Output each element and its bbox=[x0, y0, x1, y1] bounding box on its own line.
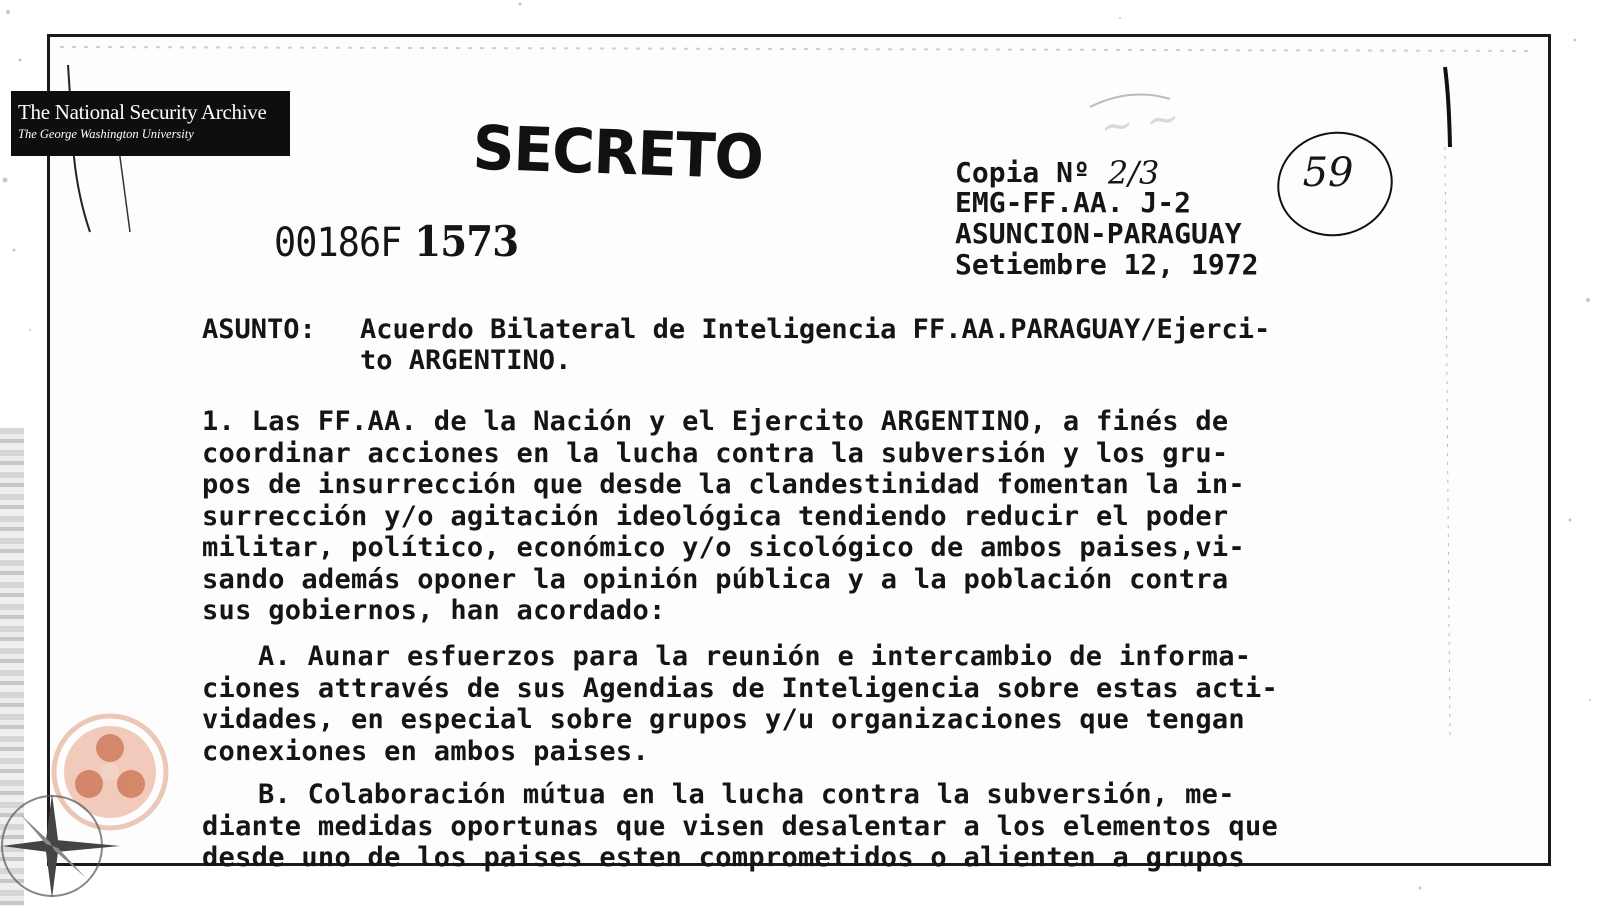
paragraph-1-line: militar, político, económico y/o sicológico de ambos paises,vi- bbox=[202, 532, 1245, 563]
logo-name: The National Security Archive bbox=[18, 100, 267, 124]
paragraph-a-line: A. Aunar esfuerzos para la reunión e intercambio de informa- bbox=[258, 641, 1252, 672]
paragraph-1-line: pos de insurrección que desde la clandestinidad fomentan la in- bbox=[202, 469, 1245, 500]
paragraph-a-line: vidades, en especial sobre grupos y/u organizaciones que tengan bbox=[202, 704, 1245, 735]
document-number-prefix: 00186F bbox=[274, 220, 402, 266]
paragraph-a-line: conexiones en ambos paises. bbox=[202, 735, 649, 767]
logo-subtitle: The George Washington University bbox=[18, 127, 194, 141]
copy-value: 2/3 bbox=[1107, 154, 1160, 192]
circled-number-text: 59 bbox=[1302, 150, 1354, 197]
subject-line-2: to ARGENTINO. bbox=[360, 345, 572, 376]
paragraph-a bbox=[202, 641, 1278, 767]
compass-rose-icon bbox=[0, 786, 130, 906]
subject-label: ASUNTO: bbox=[202, 314, 316, 345]
subject-line-1: Acuerdo Bilateral de Inteligencia FF.AA.PARAGUAY/Ejerci- bbox=[360, 314, 1271, 345]
document-number-suffix: 1573 bbox=[414, 217, 519, 266]
paragraph-b bbox=[202, 779, 1278, 874]
subject-block bbox=[202, 314, 1270, 376]
nsa-logo bbox=[11, 91, 290, 156]
faint-scribble: ~ ~ bbox=[1097, 94, 1183, 152]
paragraph-b-line: B. Colaboración mútua en la lucha contra la subversión, me- bbox=[258, 779, 1235, 810]
paragraph-1-line: 1. Las FF.AA. de la Nación y el Ejercito ARGENTINO, a finés de bbox=[202, 406, 1229, 437]
header-office: EMG-FF.AA. J-2 bbox=[955, 186, 1192, 219]
paragraph-b-line: diante medidas oportunas que visen desalentar a los elementos que bbox=[202, 810, 1279, 842]
paragraph-b-line: desde uno de los paises esten comprometidos o alienten a grupos bbox=[202, 842, 1245, 873]
document-header bbox=[955, 156, 1258, 280]
header-location: ASUNCION-PARAGUAY bbox=[955, 217, 1242, 250]
secreto-stamp: SECRETO bbox=[471, 111, 765, 194]
document-number bbox=[274, 218, 518, 267]
paragraph-1-line: coordinar acciones en la lucha contra la subversión y los gru- bbox=[202, 437, 1229, 469]
header-date: Setiembre 12, 1972 bbox=[955, 248, 1259, 281]
paragraph-1-line: sus gobiernos, han acordado: bbox=[202, 595, 666, 626]
copy-line bbox=[955, 154, 1258, 192]
paragraph-1 bbox=[202, 406, 1245, 627]
paragraph-1-line: sando además oponer la opinión pública y a la población contra bbox=[202, 563, 1229, 595]
copy-label: Copia Nº bbox=[955, 156, 1090, 189]
paragraph-1-line: surrección y/o agitación ideológica tendiendo reducir el poder bbox=[202, 500, 1229, 532]
paragraph-a-line: ciones attravés de sus Agendias de Inteligencia sobre estas acti- bbox=[202, 672, 1279, 704]
